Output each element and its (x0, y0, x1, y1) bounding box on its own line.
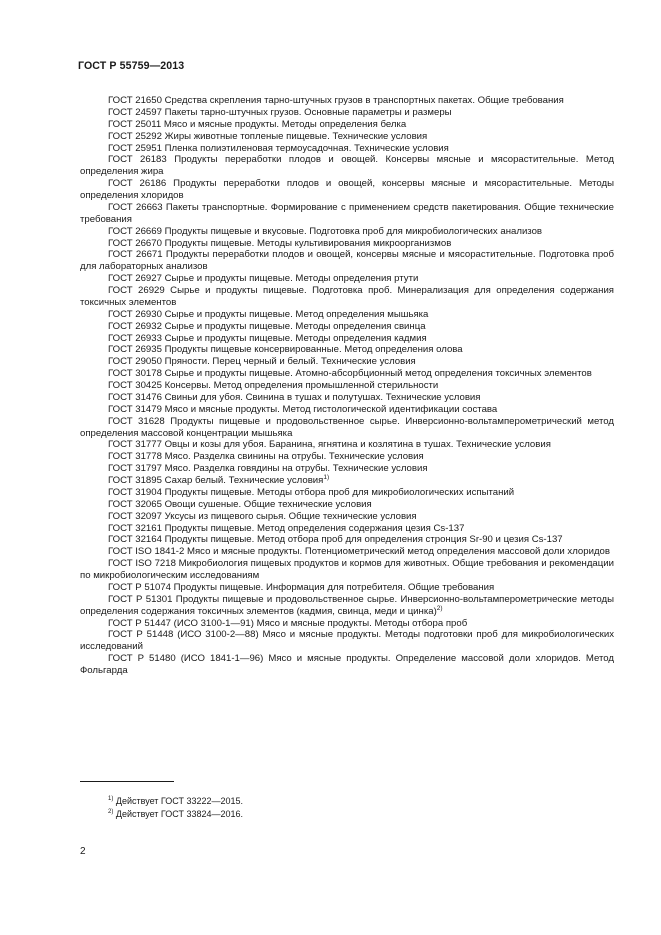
footnote (108, 795, 243, 808)
reference-item: ГОСТ 25011 Мясо и мясные продукты. Методы определения белка (108, 118, 407, 130)
footnote (108, 808, 243, 821)
reference-item: ГОСТ ISO 1841-2 Мясо и мясные продукты. Потенциометрический метод определения массовой доли хлоридов (108, 546, 610, 558)
footnote-mark: 1) (108, 796, 114, 802)
reference-item: ГОСТ 26669 Продукты пищевые и вкусовые. Подготовка проб для микробиологических анализов (108, 225, 543, 237)
reference-item: ГОСТ 32161 Продукты пищевые. Метод определения содержания цезия Cs-137 (108, 522, 465, 534)
reference-item: ГОСТ 31904 Продукты пищевые. Методы отбора проб для микробиологических испытаний (108, 486, 515, 498)
reference-item: ГОСТ Р 51074 Продукты пищевые. Информация для потребителя. Общие требования (108, 581, 495, 593)
reference-item: ГОСТ 32164 Продукты пищевые. Метод отбора проб для определения стронция Sr-90 и цезия Cs-137 (108, 534, 563, 546)
reference-item: ГОСТ 31479 Мясо и мясные продукты. Метод гистологической идентификации состава (108, 403, 498, 415)
footnote-mark: 2) (436, 604, 443, 612)
reference-item: ГОСТ Р 51448 (ИСО 3100-2—88) Мясо и мясные продукты. Методы подготовки проб для микробиологических исследований (80, 629, 614, 653)
reference-item: ГОСТ 26929 Сырье и продукты пищевые. Подготовка проб. Минерализация для определения содержания токсичных элементов (80, 285, 614, 308)
reference-item: ГОСТ 31777 Овцы и козы для убоя. Баранина, ягнятина и козлятина в тушах. Технические условия (108, 439, 551, 451)
reference-item: ГОСТ 26183 Продукты переработки плодов и овощей. Консервы мясные и мясорастительные. Метод определения жира (80, 154, 614, 178)
footnotes (108, 795, 243, 821)
reference-item: ГОСТ 31778 Мясо. Разделка свинины на отрубы. Технические условия (108, 451, 424, 463)
reference-item: ГОСТ 31797 Мясо. Разделка говядины на отрубы. Технические условия (108, 463, 428, 475)
normative-references (80, 95, 614, 677)
reference-item: ГОСТ Р 51447 (ИСО 3100-1—91) Мясо и мясные продукты. Методы отбора проб (108, 617, 468, 629)
reference-text: ГОСТ 31895 Сахар белый. Технические условия (108, 475, 324, 486)
reference-item: ГОСТ 26671 Продукты переработки плодов и овощей, консервы мясные и мясорастительные. Подготовка проб для лабораторных анализов (80, 249, 614, 273)
reference-text: ГОСТ Р 51301 Продукты пищевые и продовольственное сырье. Инверсионно-вольтамперометрические методы определения содержания токсичных элементов (кадмия, свинца, меди и цинка) (80, 593, 614, 617)
footnote-text: Действует ГОСТ 33222—2015. (115, 796, 244, 806)
footnote-mark: 2) (108, 809, 114, 815)
reference-item: ГОСТ 26932 Сырье и продукты пищевые. Методы определения свинца (108, 320, 426, 332)
reference-item: ГОСТ 29050 Пряности. Перец черный и белый. Технические условия (108, 356, 416, 368)
footnote-mark: 1) (323, 473, 330, 481)
reference-item: ГОСТ 31628 Продукты пищевые и продовольственное сырье. Инверсионно-вольтамперометрический метод определения массовой концентрации мышьяка (80, 415, 614, 439)
reference-item: ГОСТ 25951 Пленка полиэтиленовая термоусадочная. Технические условия (108, 142, 449, 154)
reference-item: ГОСТ 26663 Пакеты транспортные. Формирование с применением средств пакетирования. Общие технические требования (80, 201, 614, 225)
document-header: ГОСТ Р 55759—2013 (78, 60, 185, 72)
reference-item: ГОСТ 32097 Уксусы из пищевого сырья. Общие технические условия (108, 510, 417, 522)
reference-item-footnoted (80, 475, 614, 487)
reference-item: ГОСТ 26927 Сырье и продукты пищевые. Методы определения ртути (108, 273, 419, 285)
reference-item: ГОСТ 30178 Сырье и продукты пищевые. Атомно-абсорбционный метод определения токсичных элементов (108, 368, 592, 380)
reference-item: ГОСТ 24597 Пакеты тарно-штучных грузов. Основные параметры и размеры (108, 106, 452, 118)
reference-item: ГОСТ Р 51480 (ИСО 1841-1—96) Мясо и мясные продукты. Определение массовой доли хлоридов. Метод Фольгарда (80, 653, 614, 676)
reference-item: ГОСТ ISO 7218 Микробиология пищевых продуктов и кормов для животных. Общие требования и рекомендации по микробиологическим исследованиям (80, 558, 614, 581)
reference-item-footnoted (80, 594, 614, 618)
footnote-text: Действует ГОСТ 33824—2016. (115, 809, 244, 819)
reference-item: ГОСТ 26670 Продукты пищевые. Методы культивирования микроорганизмов (108, 237, 452, 249)
reference-item: ГОСТ 32065 Овощи сушеные. Общие технические условия (108, 498, 372, 510)
reference-item: ГОСТ 31476 Свиньи для убоя. Свинина в тушах и полутушах. Технические условия (108, 391, 481, 403)
reference-item: ГОСТ 26933 Сырье и продукты пищевые. Методы определения кадмия (108, 332, 427, 344)
footnote-divider (80, 781, 174, 782)
reference-item: ГОСТ 26186 Продукты переработки плодов и овощей, консервы мясные и мясорастительные. Методы определения хлоридов (80, 178, 614, 201)
reference-item: ГОСТ 25292 Жиры животные топленые пищевые. Технические условия (108, 130, 428, 142)
page-number: 2 (80, 846, 86, 857)
reference-item: ГОСТ 30425 Консервы. Метод определения промышленной стерильности (108, 380, 439, 391)
reference-item: ГОСТ 26935 Продукты пищевые консервированные. Метод определения олова (108, 344, 463, 356)
reference-item: ГОСТ 21650 Средства скрепления тарно-штучных грузов в транспортных пакетах. Общие требования (108, 95, 564, 106)
reference-item: ГОСТ 26930 Сырье и продукты пищевые. Метод определения мышьяка (108, 308, 429, 320)
